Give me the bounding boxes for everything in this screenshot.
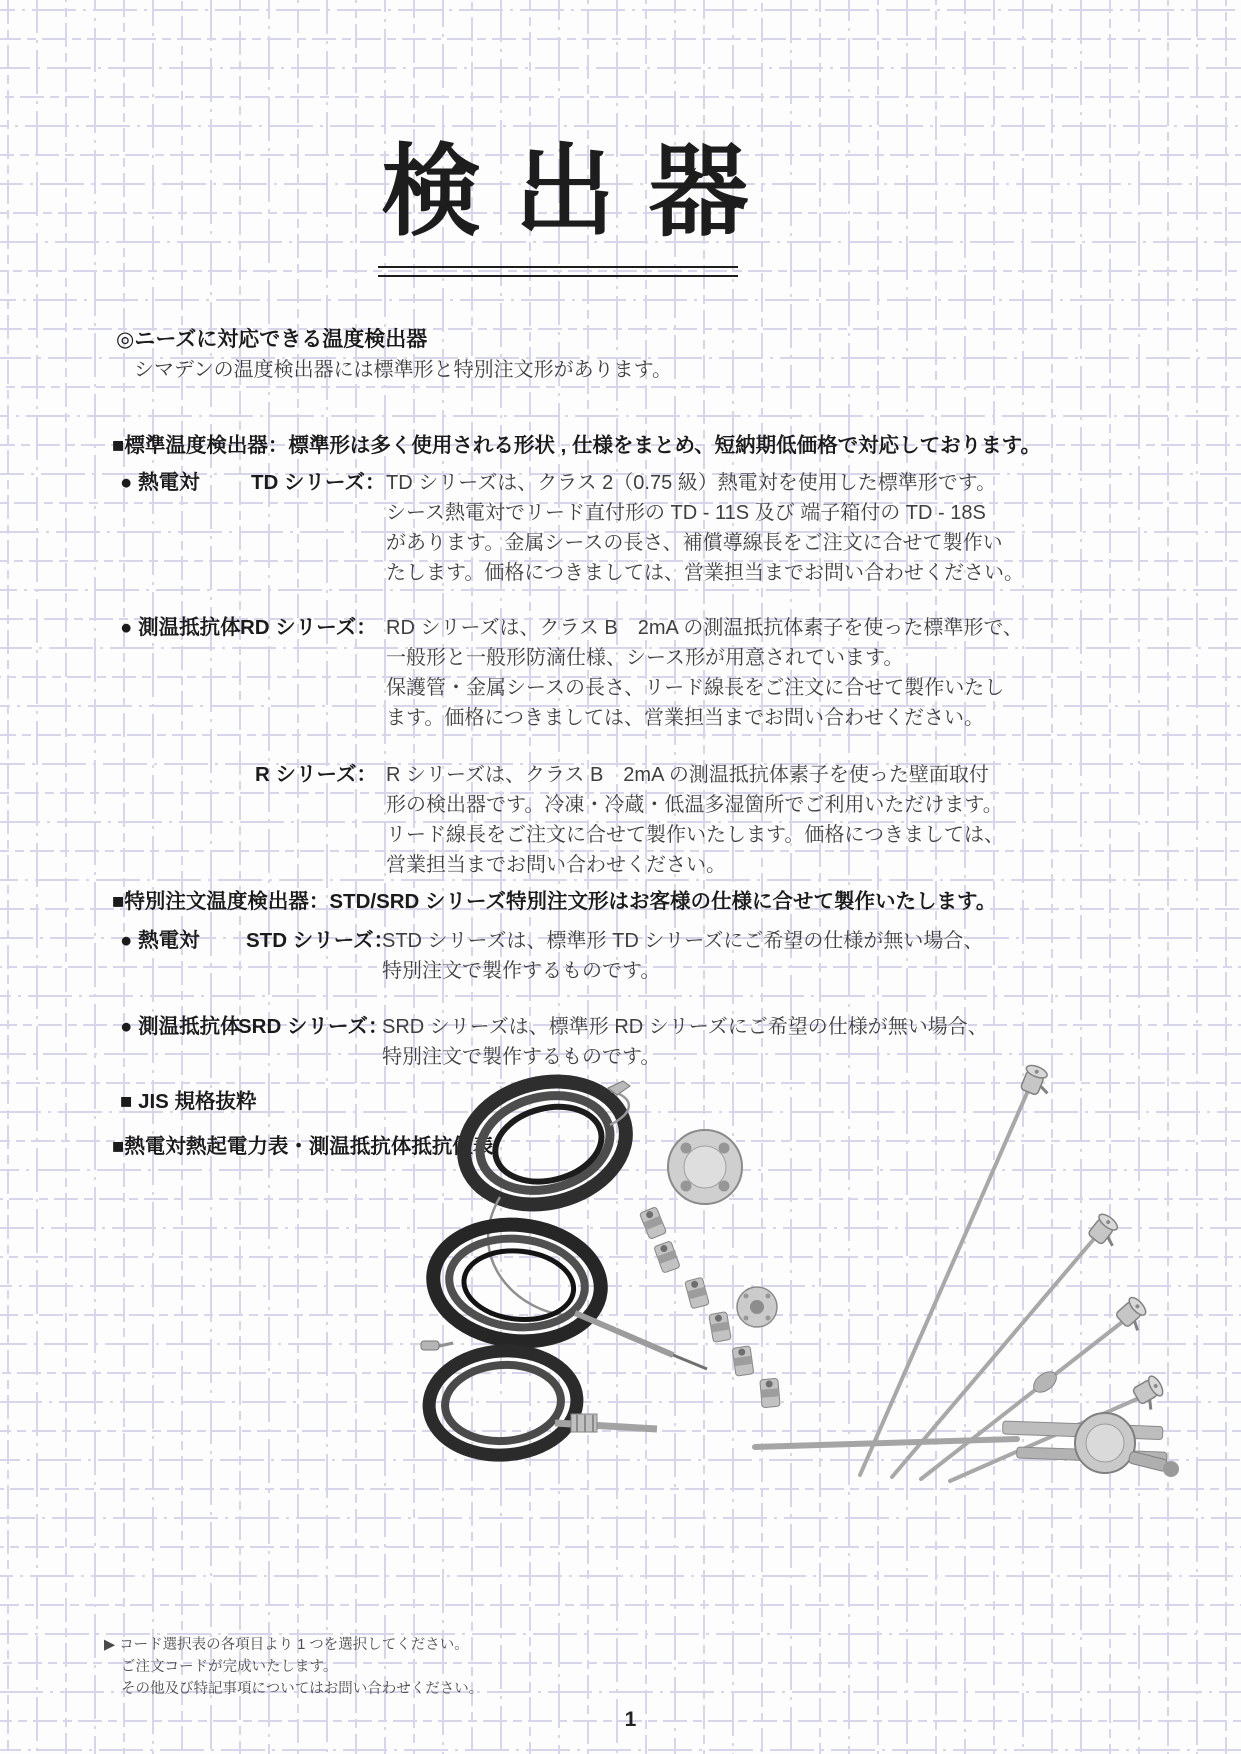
special-section-heading: ■特別注文温度検出器：STD/SRD シリーズ特別注文形はお客様の仕様に合せて製作いたします。	[112, 890, 997, 913]
description-line: 形の検出器です。冷凍・冷蔵・低温多湿箇所でご利用いただけます。	[386, 794, 1003, 816]
series-description	[386, 760, 1004, 880]
description-line: たします。価格につきましては、営業担当までお問い合わせください。	[386, 562, 1024, 584]
title-underline	[378, 266, 738, 277]
description-line: RD シリーズは、クラス B 2mA の測温抵抗体素子を使った標準形で、	[386, 617, 1023, 639]
page-title: 検 出 器	[381, 136, 752, 248]
series-label: STD シリーズ：	[246, 929, 395, 952]
description-line: 一般形と一般形防滴仕様、シース形が用意されています。	[386, 647, 904, 669]
description-line: 特別注文で製作するものです。	[382, 960, 661, 982]
standard-section-heading: ■標準温度検出器：標準形は多く使用される形状 , 仕様をまとめ、短納期低価格で対応しております。	[112, 434, 1042, 457]
description-line: STD シリーズは、標準形 TD シリーズにご希望の仕様が無い場合、	[382, 930, 984, 952]
category-label: ● 測温抵抗体	[120, 1015, 241, 1038]
coiled-cable-top-icon	[451, 1065, 639, 1315]
description-line: 営業担当までお問い合わせください。	[386, 854, 726, 876]
series-label: RD シリーズ：	[240, 616, 377, 639]
category-label: ● 測温抵抗体	[120, 616, 241, 639]
footnote-line: その他及び特記事項についてはお問い合わせください。	[121, 1681, 484, 1697]
series-description	[382, 926, 983, 986]
description-line: R シリーズは、クラス B 2mA の測温抵抗体素子を使った壁面取付	[386, 764, 989, 786]
footnote-block	[104, 1634, 483, 1700]
series-label: R シリーズ：	[255, 763, 377, 786]
coiled-cable-bottom-icon	[426, 1346, 657, 1460]
footnote-arrow-icon: ▶	[104, 1637, 116, 1653]
description-line: ます。価格につきましては、営業担当までお問い合わせください。	[386, 707, 984, 729]
description-line: シース熱電対でリード直付形の TD - 11S 及び 端子箱付の TD - 18S	[386, 502, 986, 524]
intro-block	[116, 325, 672, 385]
mounting-flange-small-icon	[737, 1287, 777, 1327]
emf-table-heading: ■熱電対熱起電力表・測温抵抗体抵抗値表	[112, 1135, 494, 1158]
category-label: ● 熱電対	[120, 929, 200, 952]
series-label: TD シリーズ：	[251, 471, 386, 494]
series-description	[386, 468, 1024, 588]
description-line: SRD シリーズは、標準形 RD シリーズにご希望の仕様が無い場合、	[382, 1016, 988, 1038]
footnote-line: コード選択表の各項目より 1 つを選択してください。	[119, 1637, 469, 1653]
coiled-cable-middle-icon	[421, 1217, 707, 1369]
series-label: SRD シリーズ：	[238, 1015, 389, 1038]
description-line: があります。金属シースの長さ、補償導線長をご注文に合せて製作い	[386, 532, 1003, 554]
intro-body: シマデンの温度検出器には標準形と特別注文形があります。	[134, 359, 672, 381]
description-line: TD シリーズは、クラス 2（0.75 級）熱電対を使用した標準形です。	[386, 472, 997, 494]
description-line: 特別注文で製作するものです。	[382, 1046, 661, 1068]
description-line: 保護管・金属シースの長さ、リード線長をご注文に合せて製作いたし	[386, 677, 1005, 699]
footnote-line: ご注文コードが完成いたします。	[121, 1659, 338, 1675]
category-label: ● 熱電対	[120, 471, 200, 494]
page-number: 1	[624, 1708, 637, 1731]
product-photo	[405, 1055, 1185, 1485]
series-description	[386, 613, 1023, 733]
intro-heading: ◎ニーズに対応できる温度検出器	[116, 328, 428, 351]
jis-heading: ■ JIS 規格抜粋	[120, 1090, 257, 1113]
description-line: リード線長をご注文に合せて製作いたします。価格につきましては、	[386, 824, 1004, 846]
mounting-flange-large-icon	[668, 1130, 742, 1204]
